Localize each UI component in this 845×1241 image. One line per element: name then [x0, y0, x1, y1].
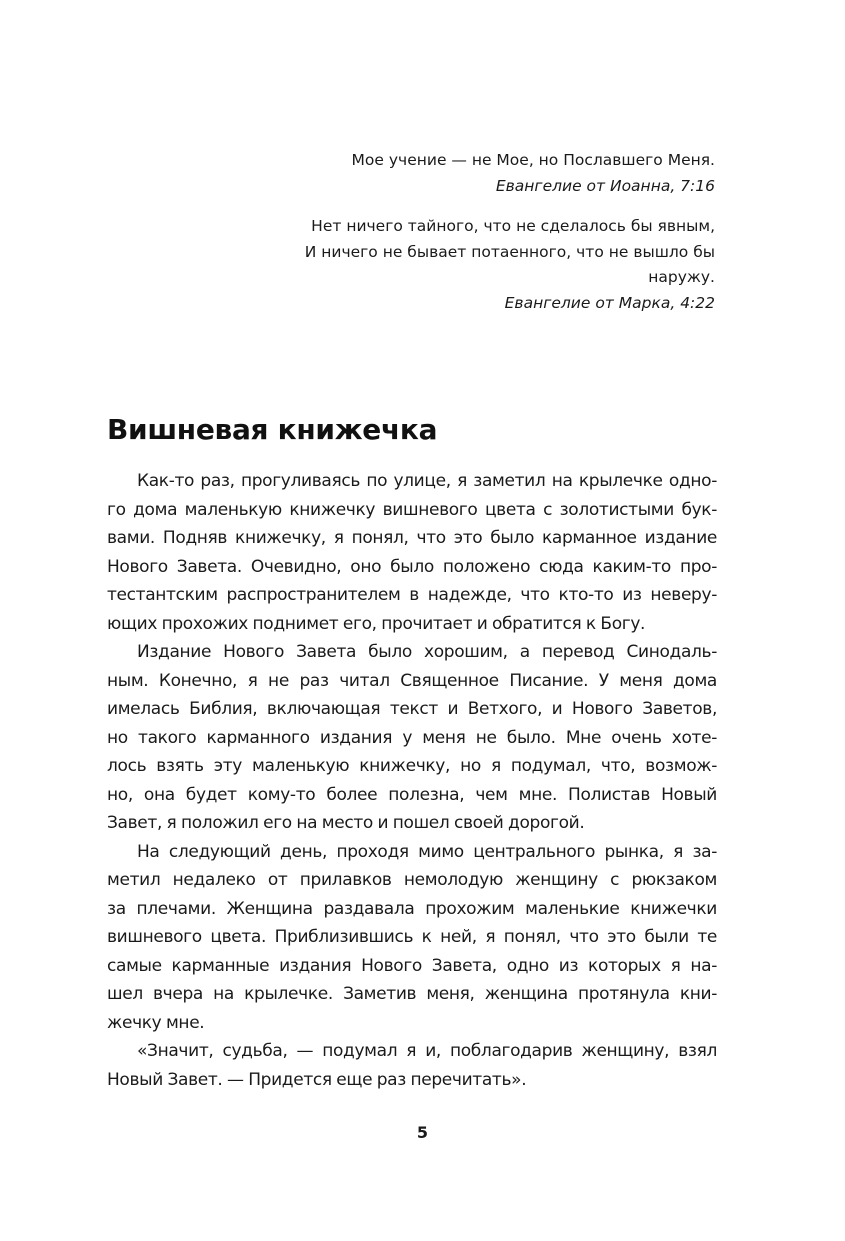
- text-line: го дома маленькую книжечку вишневого цвета с золотистыми бук-: [107, 499, 717, 520]
- text-line: ющих прохожих поднимет его, прочитает и обратится к Богу.: [107, 613, 646, 634]
- text-line: за плечами. Женщина раздавала прохожим маленькие книжечки: [107, 898, 717, 919]
- epigraph-line: наружу.: [648, 268, 715, 286]
- paragraph: [107, 1037, 717, 1094]
- text-line: но такого карманного издания у меня не было. Мне очень хоте-: [107, 727, 717, 748]
- text-line: тестантским распространителем в надежде, что кто-то из неверу-: [107, 585, 717, 605]
- paragraph: [107, 638, 717, 838]
- epigraph-line: И ничего не бывает потаенного, что не вышло бы: [304, 242, 715, 261]
- text-line: Завет, я положил его на место и пошел своей дорогой.: [107, 813, 585, 833]
- epigraph-line: Нет ничего тайного, что не сделалось бы явным,: [311, 217, 715, 235]
- chapter-title: Вишневая книжечка: [107, 413, 438, 446]
- text-line: метил недалеко от прилавков немолодую женщину с рюкзаком: [107, 870, 717, 890]
- text-line: Издание Нового Завета было хорошим, а перевод Синодаль-: [137, 642, 717, 662]
- epigraph: [300, 148, 715, 199]
- text-line: вишневого цвета. Приблизившись к ней, я понял, что это были те: [107, 927, 717, 947]
- text-line: лось взять эту маленькую книжечку, но я подумал, что, возмож-: [107, 756, 717, 776]
- text-line: Как-то раз, прогуливаясь по улице, я заметил на крылечке одно-: [137, 471, 717, 491]
- text-line: но, она будет кому-то более полезна, чем мне. Полистав Новый: [107, 784, 717, 805]
- text-line: На следующий день, проходя мимо центрального рынка, я за-: [137, 841, 717, 862]
- epigraph: [300, 214, 715, 316]
- paragraph: [107, 838, 717, 1038]
- text-line: «Значит, судьба, — подумал я и, поблагодарив женщину, взял: [137, 1041, 717, 1061]
- text-line: шел вчера на крылечке. Заметив меня, женщина протянула кни-: [107, 984, 717, 1004]
- text-line: самые карманные издания Нового Завета, одно из которых я на-: [107, 955, 717, 976]
- page-number: 5: [416, 1123, 429, 1142]
- text-line: ным. Конечно, я не раз читал Священное Писание. У меня дома: [107, 670, 717, 691]
- epigraph-source: Евангелие от Марка, 4:22: [504, 293, 715, 312]
- epigraph-source: Евангелие от Иоанна, 7:16: [495, 176, 715, 195]
- text-line: Новый Завет. — Придется еще раз перечитать».: [107, 1069, 527, 1090]
- text-line: Нового Завета. Очевидно, оно было положено сюда каким-то про-: [107, 556, 717, 577]
- text-line: имелась Библия, включающая текст и Ветхого, и Нового Заветов,: [107, 699, 717, 719]
- epigraph-line: Мое учение — не Мое, но Пославшего Меня.: [351, 151, 715, 169]
- epigraphs: [300, 148, 715, 316]
- text-line: вами. Подняв книжечку, я понял, что это было карманное издание: [107, 528, 717, 548]
- body-text: [107, 467, 717, 1094]
- paragraph: [107, 467, 717, 638]
- text-line: жечку мне.: [107, 1012, 205, 1033]
